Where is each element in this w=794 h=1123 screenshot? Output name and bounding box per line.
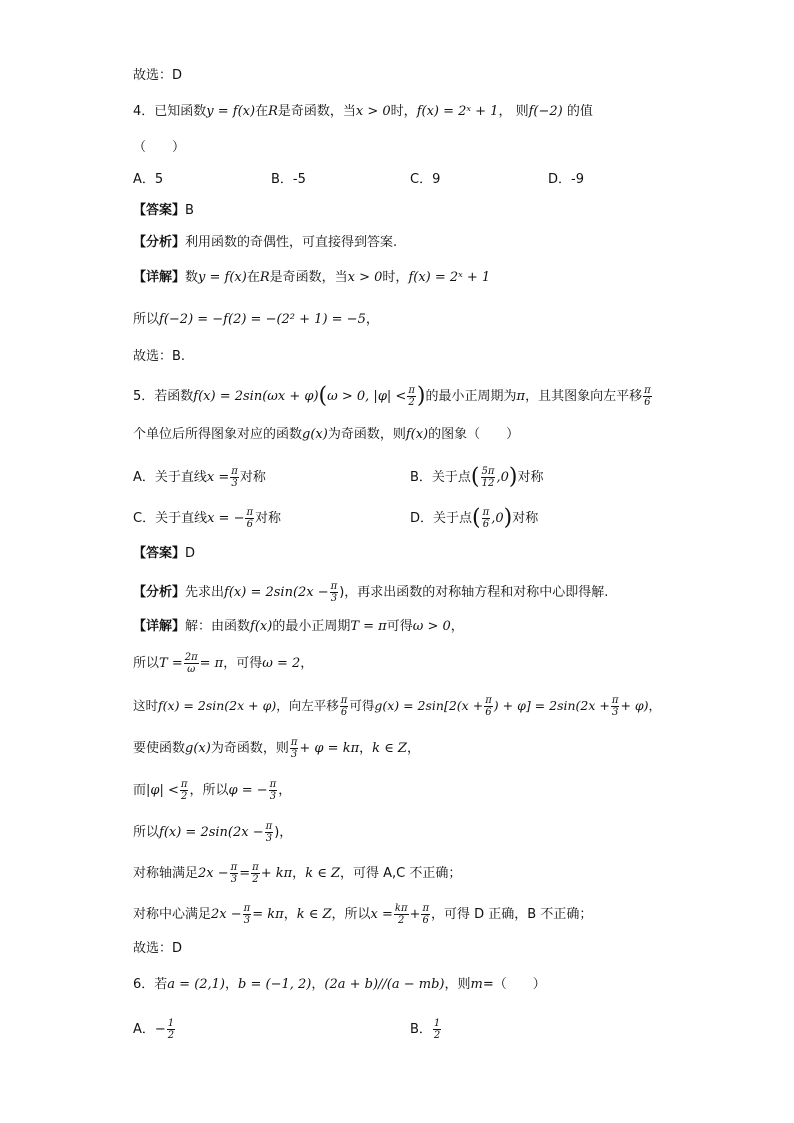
frac-pi-6: $\frac{\pi}{6}$ (644, 385, 651, 408)
q4-so: 所以f(−2) = −f(2) = −(2² + 1) = −5， (133, 312, 379, 327)
q6-option-a: A．− $\frac{1}{2}$ (133, 1018, 175, 1041)
q4-option-c: C．9 (410, 172, 441, 187)
q4-detail: 【详解】数y = f(x)在R是奇函数，当x > 0时，f(x) = 2ˣ + 1 (133, 270, 491, 285)
q6-stem: 6．若a = (2,1)，b = (−1, 2)，(2a + b)//(a − mb)，则m=（ ） (133, 977, 546, 992)
q5-step-6: 对称轴满足2x − $\frac{\pi}{3}$ = $\frac{\pi}{2}$ + kπ，k ∈ Z，可得 A,C 不正确； (133, 862, 462, 885)
q4-choose: 故选：B. (133, 349, 186, 364)
q5-step-1: 所以T = $\frac{2\pi}{\omega}$ = π，可得ω = 2， (133, 652, 314, 675)
q5-stem: 5．若函数f(x) = 2sin(ωx + φ)(ω > 0, |φ| < $\frac{\pi}{2}$ )的最小正周期为π，且其图象向左平移 $\frac{\pi}{6}$ (133, 383, 651, 409)
q4-answer: 【答案】B (133, 203, 194, 218)
q4-stem: 4．已知函数y = f(x)在R是奇函数，当x > 0时，f(x) = 2ˣ + 1， 则f(−2) 的值 (133, 104, 593, 119)
q5-step-2: 这时f(x) = 2sin(2x + φ)，向左平移 $\frac{\pi}{6}$ 可得g(x) = 2sin[2(x + $\frac{\pi}{6}$ ) + φ] = 2sin(2x + $\frac{\pi}{3}$ + φ)， (133, 695, 662, 718)
q5-stem-line2: 个单位后所得图象对应的函数g(x)为奇函数，则f(x)的图象（ ） (133, 427, 520, 442)
q5-step-4: 而|φ| < $\frac{\pi}{2}$ ，所以φ = − $\frac{\pi}{3}$ ， (133, 779, 292, 802)
q5-option-d: D．关于点( $\frac{\pi}{6}$ ,0)对称 (410, 505, 539, 531)
q5-option-b: B．关于点( $\frac{5\pi}{12}$ ,0)对称 (410, 464, 544, 490)
q5-option-c: C．关于直线x = − $\frac{\pi}{6}$ 对称 (133, 507, 282, 530)
q6-option-b: B． $\frac{1}{2}$ (410, 1018, 441, 1041)
frac-pi-2: $\frac{\pi}{2}$ (408, 385, 415, 408)
q5-option-a: A．关于直线x = $\frac{\pi}{3}$ 对称 (133, 466, 266, 489)
q4-option-d: D．-9 (548, 172, 584, 187)
q5-detail: 【详解】解：由函数f(x)的最小正周期T = π可得ω > 0， (133, 619, 464, 634)
q5-step-5: 所以f(x) = 2sin(2x − $\frac{\pi}{3}$ )， (133, 821, 293, 844)
q5-answer: 【答案】D (133, 546, 196, 561)
q4-option-b: B．-5 (271, 172, 306, 187)
q4-paren: （ ） (133, 140, 186, 155)
q4-option-a: A．5 (133, 172, 164, 187)
prev-answer-line: 故选：D (133, 68, 183, 83)
q5-step-7: 对称中心满足2x − $\frac{\pi}{3}$ = kπ，k ∈ Z，所以x = $\frac{k\pi}{2}$ + $\frac{\pi}{6}$ ，可得 D 正确，B 不正确； (133, 903, 593, 926)
q5-choose: 故选：D (133, 941, 183, 956)
q5-step-3: 要使函数g(x)为奇函数，则 $\frac{\pi}{3}$ + φ = kπ，k ∈ Z， (133, 737, 420, 760)
q5-analysis: 【分析】先求出f(x) = 2sin(2x − $\frac{\pi}{3}$ )，再求出函数的对称轴方程和对称中心即得解. (133, 581, 609, 604)
q4-analysis: 【分析】利用函数的奇偶性，可直接得到答案. (133, 235, 398, 250)
